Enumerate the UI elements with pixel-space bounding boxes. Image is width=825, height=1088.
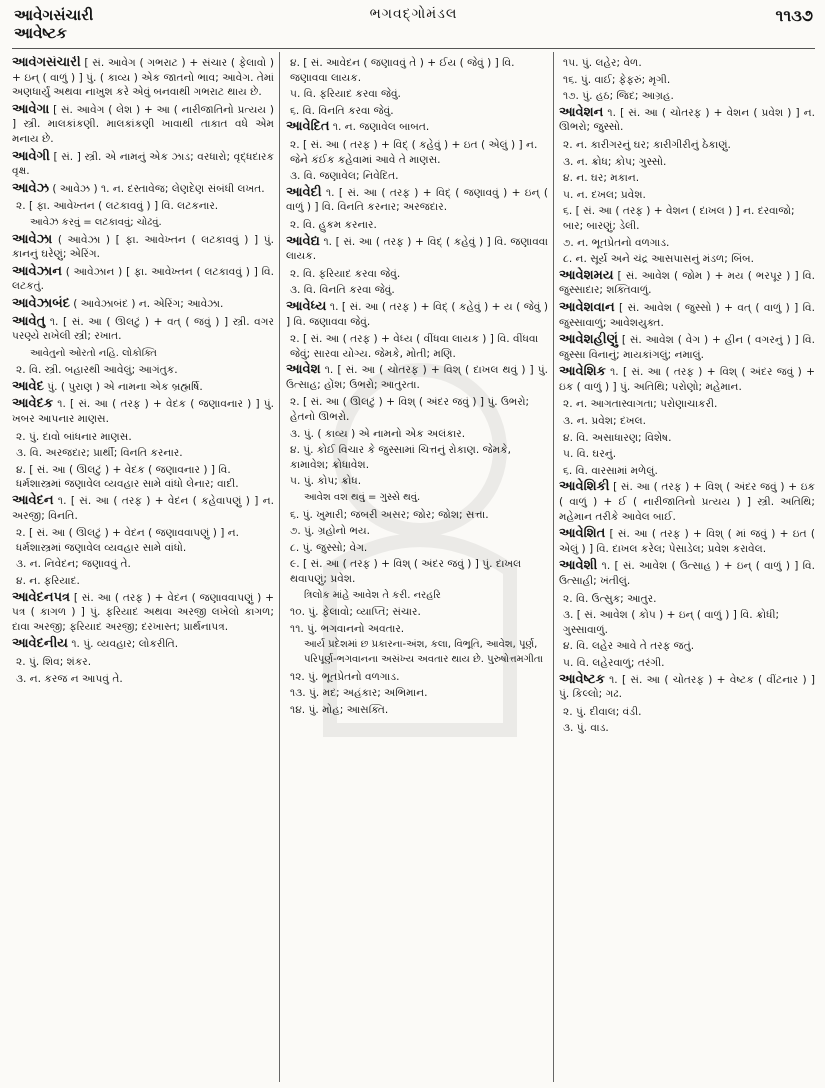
definition-text: પું. ( પુરાણ ) એ નામના એક બ્રહ્મર્ષિ. — [43, 380, 203, 393]
definition-text: ૪. ન. ફરિયાદ. — [16, 575, 80, 587]
headword: આવેષ્ટક — [559, 671, 605, 687]
entry-sense — [559, 73, 815, 88]
definition-text: ૩. પું. ( કાવ્ય ) એ નામનો એક અલંકાર. — [290, 427, 466, 440]
definition-text: ૧. [ સં. આ ( તરફ ) + વિદ્ ( કહેવું ) + ય ( જેવું ) ] વિ. જણાવવા જેવું. — [286, 300, 548, 328]
headword: આવેશિત — [559, 526, 606, 542]
dictionary-entry — [286, 120, 548, 135]
definition-text: ૨. ન. આગતાસ્વાગતા; પરોણાચાકરી. — [563, 398, 718, 411]
entry-sense — [286, 474, 548, 489]
definition-text: ૪. પું. કોઈ વિચાર કે જુસ્સામાં ચિત્તનું રોકાણ. જેમકે, કામાવેશ; ક્રોધાવેશ. — [290, 444, 511, 471]
entry-sense — [559, 656, 815, 671]
definition-text: ૬. વિ. વિનતિ કરવા જેવું. — [290, 104, 394, 117]
entry-sense — [286, 56, 548, 85]
entry-sense — [559, 56, 815, 71]
entry-sense — [559, 639, 815, 654]
definition-text: ૧. [ સં. આવેશ ( ઉત્સાહ ) + ઇન્ ( વાળું ) ] વિ. ઉત્સાહી; ખંતીલું. — [559, 560, 815, 587]
entry-sense — [286, 443, 548, 472]
headword: આવેધ્ય — [286, 298, 327, 314]
dictionary-entry — [12, 637, 274, 652]
definition-text: ( આવેઝા ) [ ફા. આવેખ્તન ( લટકાવવું ) ] પું. કાનનું ઘરેણું; એરિંગ. — [12, 233, 274, 261]
dictionary-entry — [559, 365, 815, 394]
entry-sense — [286, 508, 548, 523]
column-2 — [286, 56, 548, 1080]
dictionary-entry — [559, 480, 815, 524]
entry-sense — [559, 705, 815, 720]
definition-text: [ સં. આવેશ ( વેગ ) + હીન ( વગરનું ) ] વિ. જુસ્સા વિનાનું; માયકાંગલું; નમાલું. — [559, 334, 815, 361]
definition-text: ૨. વિ. હુકમ કરનાર. — [290, 218, 377, 231]
first-guide-word: આવેગસંચારી — [14, 6, 94, 24]
entry-sense — [12, 526, 274, 555]
entry-sense — [559, 171, 815, 186]
entry-sense — [559, 138, 815, 153]
dictionary-title: ભગવદ્ગોમંડલ — [369, 6, 458, 22]
definition-text: ૨. વિ. ઉત્સુક; આતુર. — [563, 592, 657, 605]
entry-sense — [559, 204, 815, 233]
definition-text: ૩. વિ. વિનતિ કરવા જેવું. — [290, 284, 395, 297]
definition-text: ૫. વિ. ઘરનું. — [563, 448, 617, 461]
column-divider-2 — [553, 52, 554, 1082]
definition-text: ૧. [ સં. આ ( ઊલટું ) + વત્ ( જવું ) ] સ્ત્રી. વગર પરણ્યે રાખેલી સ્ત્રી; રખાત. — [12, 315, 274, 343]
entry-sense — [12, 430, 274, 445]
definition-text: ૧. [ સં. આ ( ચોતરફ ) + વિશ્ ( દાખલ થવું ) ] પું. ઉત્સાહ; હોંશ; ઉભરો; આતુરતા. — [286, 364, 548, 391]
definition-text: ૬. [ સં. આ ( તરફ ) + વેશન ( દાખલ ) ] ન. દરવાજો; બાર; બારણું; ડેલી. — [563, 205, 795, 232]
dictionary-entry — [12, 103, 274, 147]
dictionary-entry — [12, 297, 274, 312]
last-guide-word: આવેષ્ટક — [14, 24, 67, 42]
definition-text: ૨. [ સં. આ ( તરફ ) + વિદ્ ( કહેવું ) + ઇત ( એલું ) ] ન. જેને કંઈક કહેવામાં આવે તે માણસ. — [290, 138, 538, 166]
dictionary-entry — [12, 150, 274, 179]
entry-sense — [286, 267, 548, 282]
dictionary-entry — [286, 363, 548, 392]
page-number: ૧૧૩૭ — [775, 6, 813, 25]
entry-sense — [12, 363, 274, 378]
definition-text: ૭. ન. ભૂતપ્રેતનો વળગાડ. — [563, 236, 670, 249]
definition-text: [ સં. આવેગ ( લેશ ) + આ ( નારીજાતિનો પ્રત્યય ) ] સ્ત્રી. માલકાંકણી. માલકાંકણી ખાવાથી તાકાત વધે એમ મનાય છે. — [12, 103, 274, 145]
definition-text: ૬. વિ. વારસામાં મળેલું. — [563, 464, 658, 477]
definition-text: ૩. પું. વાડ. — [563, 722, 609, 735]
headword: આવેદક — [12, 396, 54, 412]
entry-sense — [559, 236, 815, 251]
entry-sense — [286, 218, 548, 233]
headword: આવેતુ — [12, 313, 46, 329]
dictionary-entry — [12, 315, 274, 344]
definition-text: ૨. પું. દાવો બાંધનાર માણસ. — [16, 430, 132, 443]
definition-text: ૨. [ સં. આ ( ઊલટું ) + વેદન ( જણાવવાપણું ) ] ન. ધર્મશાસ્ત્રમાં જણાવેલ વ્યવહાર સામે વાંધો. — [16, 527, 240, 554]
definition-text: ૨. વિ. ફરિયાદ કરવા જેવું. — [290, 267, 401, 280]
entry-sense — [12, 574, 274, 589]
definition-text: ૩. ન. કરજ ન આપવું તે. — [16, 672, 123, 685]
headword: આવેશિકી — [559, 479, 610, 495]
entry-sense — [559, 188, 815, 203]
entry-sense — [559, 447, 815, 462]
entry-sense — [12, 463, 274, 492]
entry-sense — [286, 541, 548, 556]
entry-sense — [559, 608, 815, 637]
dictionary-entry — [286, 186, 548, 215]
definition-text: ૧. [ સં. આ ( તરફ ) + વિદ્ ( જણાવવું ) + ઇન્ ( વાળું ) ] વિ. વિનતિ કરનાર; અરજદાર. — [286, 186, 548, 214]
dictionary-entry — [286, 300, 548, 329]
headword: આવેશન — [559, 104, 604, 120]
definition-text: ૩. ન. નિવેદન; જણાવવું તે. — [16, 558, 131, 571]
definition-text: ( આવેઝાબંદ ) ન. એરિંગ; આવેઝા. — [69, 297, 224, 310]
definition-text: ૨. [ સં. આ ( ઊલટું ) + વિશ્ ( અંદર જવું ) ] પું. ઉભરો; હેતનો ઊભરો. — [290, 396, 530, 424]
definition-text: ૨. [ ફા. આવેખ્તન ( લટકાવવું ) ] વિ. લટકનાર. — [16, 200, 219, 213]
definition-text: ૧. [ સં. આ ( ચોતરફ ) + વેશન ( પ્રવેશ ) ] ન. ઊભરો; જુસ્સો. — [559, 106, 815, 134]
entry-sense — [286, 605, 548, 620]
definition-text: ૨. વિ. સ્ત્રી. બહારથી આવેલું; આગંતુક. — [16, 364, 178, 377]
usage-example — [12, 216, 274, 231]
definition-text: [ સં. ] સ્ત્રી. એ નામનું એક ઝાડ; વરધારો; વૃદ્ધદારક વૃક્ષ. — [12, 150, 274, 178]
entry-sense — [286, 703, 548, 718]
entry-sense — [12, 672, 274, 687]
definition-text: ૧૩. પું. મદ; અહંકાર; અભિમાન. — [290, 687, 428, 700]
entry-sense — [286, 138, 548, 167]
definition-text: ૧. [ સં. આ ( ચોતરફ ) + વેષ્ટક ( વીંટનાર ) ] પું. કિલ્લો; ગઢ. — [559, 673, 815, 701]
headword: આવેગા — [12, 101, 50, 117]
dictionary-entry — [12, 265, 274, 294]
headword: આવેશહીણું — [559, 332, 618, 348]
dictionary-entry — [12, 591, 274, 635]
definition-text: [ સં. આ ( તરફ ) + વિશ્ ( માં જવું ) + ઇત ( એલું ) ] વિ. દાખલ કરેલ; પેસાડેલ; પ્રવેશ કરાવેલ. — [559, 528, 815, 555]
definition-text: ૧૦. પું. ફેલાવો; વ્યાપ્તિ; સંચાર. — [290, 606, 421, 619]
definition-text: આવેતુનો ઓરતો નહિ. લોકોક્તિ — [30, 347, 157, 359]
headword: આવેગસંચારી — [12, 56, 81, 70]
entry-sense — [286, 557, 548, 586]
entry-sense — [286, 87, 548, 102]
page-header — [14, 6, 813, 46]
definition-text: ૪. વિ. લહેર આવે તે તરફ જતું. — [563, 640, 695, 653]
dictionary-entry — [559, 673, 815, 702]
entry-sense — [559, 155, 815, 170]
definition-text: ૮. પું. જુસ્સો; વેગ. — [290, 541, 368, 554]
entry-sense — [286, 104, 548, 119]
definition-text: ૫. પું. કોપ; ક્રોધ. — [290, 475, 362, 488]
column-3 — [559, 56, 815, 1080]
definition-text: ૪. [ સં. આ ( ઊલટું ) + વેદક ( જણાવનાર ) ] વિ. ધર્મશાસ્ત્રમાં જણાવેલ વ્યવહાર સામે વાંધો લેનાર; વાદી. — [16, 463, 239, 491]
usage-example — [286, 638, 548, 667]
definition-text: ૨. પું. શિવ; શંકર. — [16, 655, 92, 668]
headword: આવેઝાબંદ — [12, 295, 70, 311]
headword: આવેદનપત્ર — [12, 589, 71, 605]
definition-text: [ સં. આ ( તરફ ) + વેદન ( જણાવવાપણું ) + પત્ર ( કાગળ ) ] પું. ફરિયાદ અથવા અરજી લખેલો કાગળ; દાવા અરજી; ફરિયાદ અરજી; દરખાસ્ત; પ્રાર્થનાપત્ર. — [12, 591, 274, 633]
definition-text: આવેઝ કરવું = લટકાવવું; ચોઢવું. — [30, 216, 162, 228]
dictionary-entry — [559, 333, 815, 362]
definition-text: આર્ય પ્રદેશમાં છ પ્રકારના-અંશ, કલા, વિભૂતિ, આવેશ, પૂર્ણ, પરિપૂર્ણ-ભગવાનના અસંખ્ય અવતાર થાય છે. પુરુષોત્તમગીતા — [304, 639, 543, 665]
dictionary-entry — [559, 527, 815, 556]
definition-text: [ સં. આવેશ ( જોમ ) + મય ( ભરપૂર ) ] વિ. જુસ્સાદાર; શક્તિવાળું. — [559, 269, 815, 297]
definition-text: ૧૧. પું. ભગવાનનો અવતાર. — [290, 622, 405, 635]
definition-text: ૧. [ સં. આ ( તરફ ) + વિદ્ ( કહેવું ) ] વિ. જણાવવા લાયક. — [286, 235, 548, 263]
definition-text: ૬. પું. ખુમારી; જબરી અસર; જોર; જોશ; સત્તા. — [290, 508, 489, 521]
entry-sense — [559, 397, 815, 412]
entry-sense — [286, 395, 548, 424]
definition-text: ૩. ન. પ્રવેશ; દખલ. — [563, 415, 647, 428]
definition-text: ત્રિલોક માંહે આવેશ તે કરી. નરહરિ — [304, 589, 441, 601]
definition-text: ૧૨. પું. ભૂતપ્રેતનો વળગાડ. — [290, 670, 400, 683]
headword: આવેદનીય — [12, 636, 68, 652]
headword: આવેદિત — [286, 119, 330, 135]
definition-text: ૭. પું. ગ્રહોનો ભય. — [290, 525, 371, 538]
dictionary-entry — [12, 494, 274, 523]
definition-text: ૩. વિ. અરજદાર; પ્રાર્થી; વિનતિ કરનાર. — [16, 447, 183, 460]
headword: આવેઝા — [12, 231, 53, 247]
entry-sense — [12, 557, 274, 572]
entry-sense — [286, 686, 548, 701]
dictionary-entry — [12, 397, 274, 426]
entry-sense — [286, 332, 548, 361]
definition-text: ૨. ન. કારીગરનું ઘર; કારીગીરીનું ઠેકાણું. — [563, 138, 731, 151]
definition-text: [ સં. આવેશ ( જુસ્સો ) + વત્ ( વાળું ) ] વિ. જુસ્સાવાળું; આવેશયુક્ત. — [559, 301, 815, 329]
entry-sense — [286, 622, 548, 637]
column-divider-1 — [279, 52, 280, 1082]
entry-sense — [559, 252, 815, 267]
definition-text: ૫. વિ. લહેરવાળું; તરંગી. — [563, 656, 665, 669]
headword: આવેશિક — [559, 364, 606, 380]
headword: આવેગી — [12, 148, 50, 164]
definition-text: ૮. ન. સૂર્ય અને ચંદ્ર આસપાસનું મંડળ; બિંબ. — [563, 253, 754, 266]
entry-sense — [559, 592, 815, 607]
header-rule — [12, 48, 815, 49]
entry-sense — [286, 283, 548, 298]
definition-text: ૧૫. પું. લહેર; વેળ. — [563, 57, 642, 69]
dictionary-entry — [12, 380, 274, 395]
headword: આવેશમય — [559, 267, 614, 283]
definition-text: ૧. ન. જણાવેલ બાબત. — [329, 121, 430, 134]
entry-sense — [559, 431, 815, 446]
entry-sense — [286, 670, 548, 685]
dictionary-entry — [559, 269, 815, 298]
definition-text: ૨. પું. દીવાલ; વંડી. — [563, 705, 642, 718]
entry-sense — [12, 655, 274, 670]
definition-text: ૧૬. પું. વાઈ; ફેફરું; મૃગી. — [563, 73, 671, 86]
definition-text: ૯. [ સં. આ ( તરફ ) + વિશ્ ( અંદર જવું ) ] પું. દાખલ થવાપણું; પ્રવેશ. — [290, 558, 522, 585]
entry-sense — [286, 427, 548, 442]
dictionary-entry — [559, 301, 815, 330]
usage-example — [286, 491, 548, 506]
definition-text: ૧૪. પું. મોહ; આસક્તિ. — [290, 703, 389, 716]
entry-sense — [286, 524, 548, 539]
headword: આવેદ્ય — [286, 233, 320, 249]
usage-example — [286, 589, 548, 604]
headword: આવેદી — [286, 184, 322, 200]
entry-sense — [286, 169, 548, 184]
definition-text: ૧. [ સં. આ ( તરફ ) + વિશ્ ( અંદર જવું ) + ઇક ( વાળું ) ] પું. અતિથિ; પરોણો; મહેમાન. — [559, 366, 815, 393]
headword: આવેશી — [559, 558, 598, 574]
dictionary-entry — [12, 233, 274, 262]
entry-sense — [559, 721, 815, 736]
definition-text: ( આવેઝાન ) [ ફા. આવેખ્તન ( લટકાવવું ) ] વિ. લટકતું. — [12, 265, 274, 293]
entry-sense — [559, 464, 815, 479]
headword: આવેદ — [12, 378, 44, 394]
entry-sense — [12, 199, 274, 214]
definition-text: ૧. [ સં. આ ( તરફ ) + વેદક ( જણાવનાર ) ] પું. ખબર આપનાર માણસ. — [12, 398, 274, 426]
definition-text: ૧. પું. વ્યવહાર; લોકરીતિ. — [67, 638, 179, 651]
definition-text: ૪. [ સં. આવેદન ( જણાવવું તે ) + ઈય ( જેવું ) ] વિ. જણાવવા લાયક. — [290, 57, 515, 84]
usage-example — [12, 347, 274, 362]
headword: આવેશવાન — [559, 299, 615, 315]
column-1 — [12, 56, 274, 1080]
definition-text: ૩. ન. ક્રોધ; કોપ; ગુસ્સો. — [563, 155, 667, 168]
headword: આવેઝ — [12, 180, 50, 196]
definition-text: ૪. ન. ઘર; મકાન. — [563, 172, 640, 185]
definition-text: ૩. વિ. જણાવેલ; નિવેદિત. — [290, 170, 399, 183]
dictionary-entry — [286, 235, 548, 264]
definition-text: ( આવેઝ ) ૧. ન. દસ્તાવેજ; લેણદેણ સંબંધી લખત. — [49, 182, 265, 195]
definition-text: ૧. [ સં. આ ( તરફ ) + વેદન ( કહેવાપણું ) ] ન. અરજી; વિનતિ. — [12, 495, 274, 522]
headword: આવેઝાન — [12, 263, 62, 279]
headword: આવેશ — [286, 362, 321, 378]
definition-text: ૪. વિ. અસાધારણ; વિશેષ. — [563, 431, 672, 444]
definition-text: [ સં. આ ( તરફ ) + વિશ્ ( અંદર જવું ) + ઇક ( વાળું ) + ઈ ( નારીજાતિનો પ્રત્યય ) ] સ્ત્રી. અતિથિ; મહેમાન તરીકે આવેલ બાઈ. — [559, 481, 815, 523]
definition-text: આવેશ વશ થવું = ગુસ્સે થવું. — [304, 492, 421, 504]
entry-sense — [559, 89, 815, 104]
dictionary-entry — [559, 106, 815, 135]
definition-text: ૩. [ સં. આવેશ ( કોપ ) + ઇન્ ( વાળું ) ] વિ. ક્રોધી; ગુસ્સાવાળું. — [563, 609, 780, 636]
definition-text: ૨. [ સં. આ ( તરફ ) + વેધ્ય ( વીંધવા લાયક ) ] વિ. વીંધવા જેવું; સારવા યોગ્ય. જેમકે, મોતી; મણિ. — [290, 333, 539, 360]
definition-text: ૫. વિ. ફરિયાદ કરવા જેવું. — [290, 88, 401, 101]
entry-sense — [12, 446, 274, 461]
headword: આવેદન — [12, 493, 54, 509]
dictionary-entry — [559, 559, 815, 588]
dictionary-entry — [12, 56, 274, 100]
dictionary-entry — [12, 182, 274, 197]
entry-sense — [559, 414, 815, 429]
definition-text: [ સં. આવેગ ( ગભરાટ ) + સંચાર ( ફેલાવો ) + ઇન્ ( વાળું ) ] પું. ( કાવ્ય ) એક જાતનો ભાવ; આવેગ. તેમાં અણધાર્યું અથવા નાખુશ કરે એવું બનવાથી ગભરાટ થાય છે. — [12, 57, 274, 99]
definition-text: ૧૭. પું. હઠ; જિદ; આગ્રહ. — [563, 90, 674, 103]
definition-text: ૫. ન. દખલ; પ્રવેશ. — [563, 188, 646, 201]
